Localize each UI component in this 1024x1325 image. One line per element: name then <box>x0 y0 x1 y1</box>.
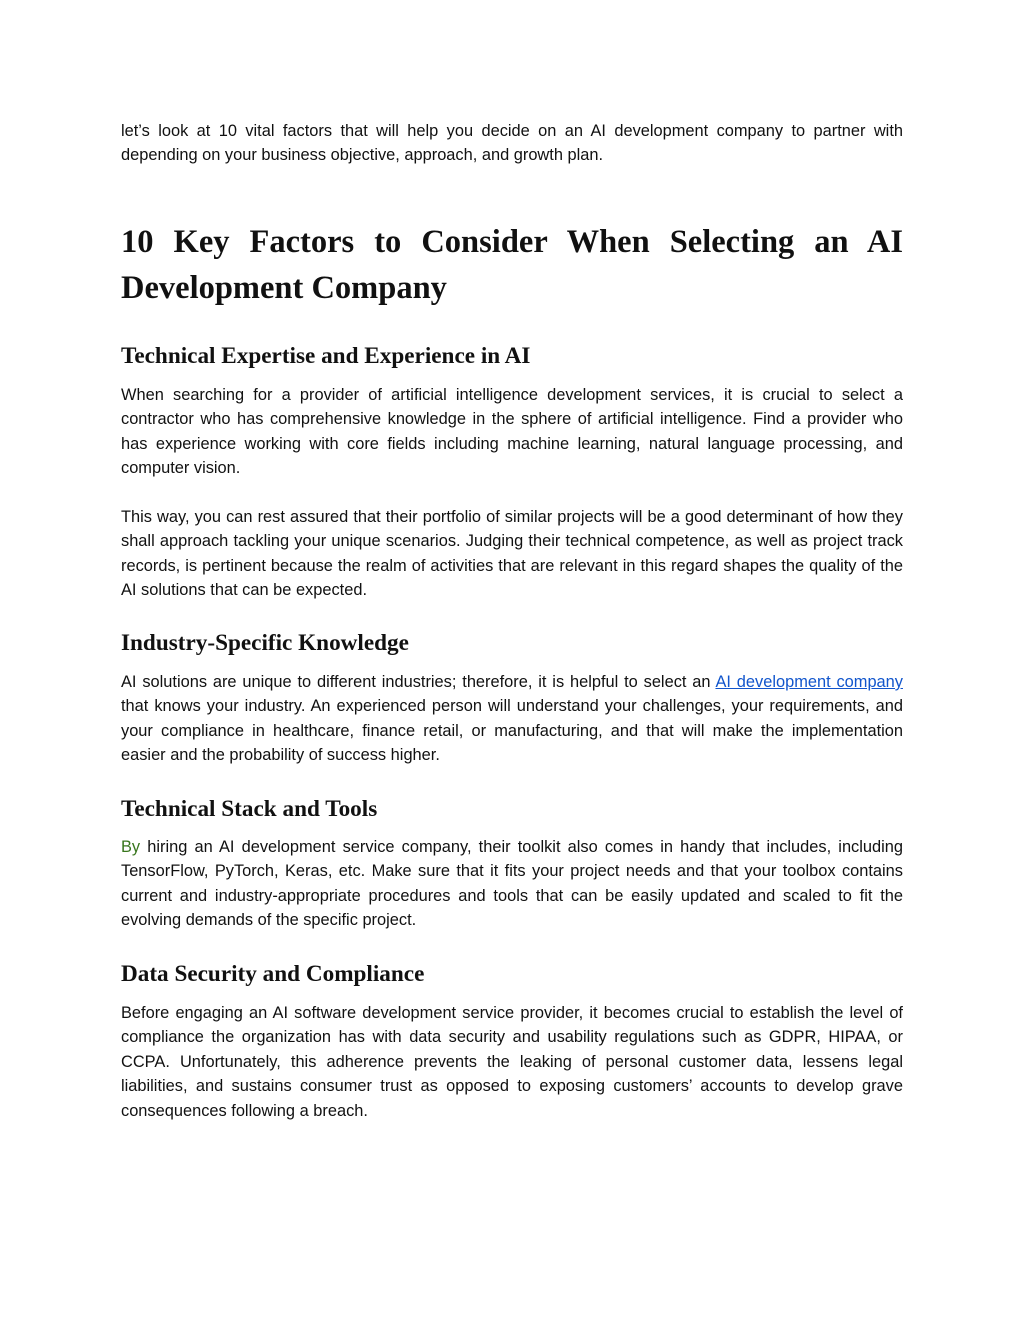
page-title: 10 Key Factors to Consider When Selecting an AI Development Company <box>121 224 903 306</box>
paragraph-technical-expertise-2: This way, you can rest assured that their portfolio of similar projects will be a good determinant of how they shall approach tackling your unique scenarios. Judging their technical competence, as well as project track records, is pertinent because the realm of activities that are relevant in this regard shapes the quality of the AI solutions that can be expected. <box>121 508 903 600</box>
section-heading-industry-knowledge: Industry-Specific Knowledge <box>121 630 409 656</box>
paragraph-text: that knows your industry. An experienced person will understand your challenges, your requirements, and your compliance in healthcare, finance retail, or manufacturing, and that will make the implementation easier and the probability of success higher. <box>121 697 903 765</box>
section-heading-data-security: Data Security and Compliance <box>121 961 425 987</box>
paragraph-technical-expertise-1: When searching for a provider of artificial intelligence development services, it is crucial to select a contractor who has comprehensive knowledge in the sphere of artificial intelligence. Find a provider who has experience working with core fields including machine learning, natural language processing, and computer vision. <box>121 386 903 478</box>
paragraph-text: hiring an AI development service company, their toolkit also comes in handy that includes, including TensorFlow, PyTorch, Keras, etc. Make sure that it fits your project needs and that your toolbox contains current and industry-appropriate procedures and tools that can be easily updated and scaled to fit the evolving demands of the specific project. <box>121 838 903 930</box>
paragraph-data-security: Before engaging an AI software development service provider, it becomes crucial to establish the level of compliance the organization has with data security and usability regulations such as GDPR, HIPAA, or CCPA. Unfortunately, this adherence prevents the leaking of personal customer data, lessens legal liabilities, and sustains consumer trust as opposed to exposing customers’ accounts to develop grave consequences following a breach. <box>121 1004 903 1120</box>
ai-development-company-link[interactable]: AI development company <box>715 673 903 691</box>
paragraph-lead-word: By <box>121 838 141 856</box>
section-heading-technical-stack: Technical Stack and Tools <box>121 796 378 822</box>
paragraph-industry-knowledge <box>121 670 903 768</box>
paragraph-text: AI solutions are unique to different industries; therefore, it is helpful to select an <box>121 673 716 691</box>
section-heading-technical-expertise: Technical Expertise and Experience in AI <box>121 343 531 369</box>
intro-paragraph: let’s look at 10 vital factors that will help you decide on an AI development company to partner with depending on your business objective, approach, and growth plan. <box>121 122 903 165</box>
paragraph-technical-stack <box>121 835 903 933</box>
